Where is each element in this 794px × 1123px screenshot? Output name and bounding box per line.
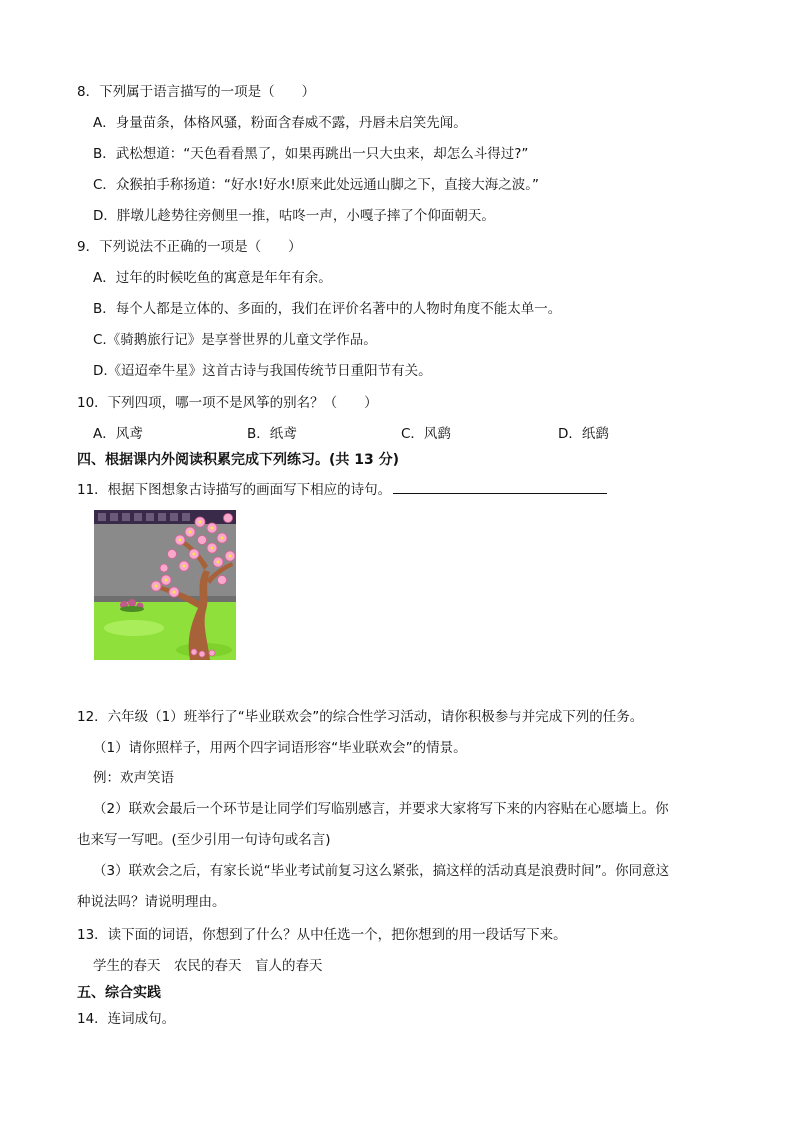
answer-blank[interactable]	[393, 479, 607, 494]
question-12-example: 例：欢声笑语	[93, 770, 174, 786]
question-12-part-3-line-2: 种说法吗？请说明理由。	[77, 894, 226, 910]
question-10-option-a[interactable]: A．风鸢	[93, 426, 143, 442]
plum-blossom-tree-illustration	[94, 510, 236, 660]
section-4-heading: 四、根据课内外阅读积累完成下列练习。(共 13 分)	[77, 452, 400, 468]
question-9-option-a[interactable]: A．过年的时候吃鱼的寓意是年年有余。	[93, 270, 332, 286]
question-13-stem: 13．读下面的词语，你想到了什么？从中任选一个，把你想到的用一段话写下来。	[77, 927, 567, 943]
question-12-part-1: （1）请你照样子，用两个四字词语形容“毕业联欢会”的情景。	[93, 740, 467, 756]
question-11-stem: 11．根据下图想象古诗描写的画面写下相应的诗句。	[77, 482, 392, 498]
section-5-heading: 五、综合实践	[77, 985, 161, 1001]
question-9-stem: 9．下列说法不正确的一项是（ ）	[77, 239, 302, 255]
question-13-words: 学生的春天 农民的春天 盲人的春天	[93, 958, 323, 974]
question-9-option-c[interactable]: C.《骑鹅旅行记》是享誉世界的儿童文学作品。	[93, 332, 377, 348]
question-10-option-b[interactable]: B．纸鸢	[247, 426, 297, 442]
question-12-part-3-line-1: （3）联欢会之后，有家长说“毕业考试前复习这么紧张，搞这样的活动真是浪费时间”。你同意这	[93, 863, 670, 879]
question-9-option-d[interactable]: D.《迢迢牵牛星》这首古诗与我国传统节日重阳节有关。	[93, 363, 432, 379]
question-8-option-d[interactable]: D．胖墩儿趁势往旁侧里一推，咕咚一声，小嘎子摔了个仰面朝天。	[93, 208, 495, 224]
question-10-stem: 10．下列四项，哪一项不是风筝的别名？（ ）	[77, 395, 378, 411]
question-8-option-b[interactable]: B．武松想道：“天色看看黑了，如果再跳出一只大虫来，却怎么斗得过?”	[93, 146, 529, 162]
question-12-part-2-line-1: （2）联欢会最后一个环节是让同学们写临别感言，并要求大家将写下来的内容贴在心愿墙上。你	[93, 801, 669, 817]
question-10-option-c[interactable]: C．风鹞	[401, 426, 451, 442]
question-11-line	[77, 479, 607, 499]
question-8-stem: 8．下列属于语言描写的一项是（ ）	[77, 84, 316, 100]
question-14-stem: 14．连词成句。	[77, 1011, 176, 1027]
question-8-option-c[interactable]: C．众猴拍手称扬道：“好水!好水!原来此处远通山脚之下，直接大海之波。”	[93, 177, 539, 193]
question-12-part-2-line-2: 也来写一写吧。(至少引用一句诗句或名言)	[77, 832, 331, 848]
question-12-stem: 12．六年级（1）班举行了“毕业联欢会”的综合性学习活动，请你积极参与并完成下列的任务。	[77, 709, 644, 725]
question-8-option-a[interactable]: A．身量苗条，体格风骚，粉面含春威不露，丹唇未启笑先闻。	[93, 115, 467, 131]
question-9-option-b[interactable]: B．每个人都是立体的、多面的，我们在评价名著中的人物时角度不能太单一。	[93, 301, 562, 317]
question-10-option-d[interactable]: D．纸鹞	[558, 426, 609, 442]
